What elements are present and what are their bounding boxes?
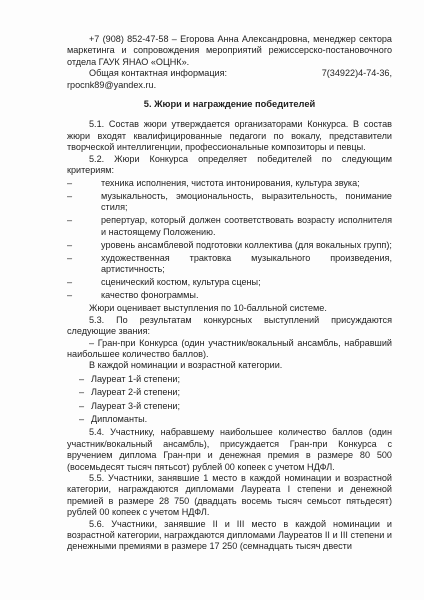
- paragraph-5-2: 5.2. Жюри Конкурса определяет победителей по следующим критериям:: [67, 153, 392, 176]
- title-text: Лауреат 3-й степени;: [91, 400, 181, 411]
- paragraph-5-5: 5.5. Участники, занявшие 1 место в каждой номинации и возрастной категории, награждаются дипломами Лауреата I степени и денежной премией в размере 28 750 (двадцать восемь тысяч семьсот пятьдесят) рублей 00 копеек с учетом НДФЛ.: [67, 472, 392, 518]
- title-text: Дипломанты.: [91, 413, 148, 424]
- dash-marker: –: [79, 387, 85, 398]
- criterion-item: [67, 215, 392, 238]
- criterion-text: техника исполнения, чистота интонирования, культура звука;: [101, 178, 360, 189]
- contact-phone: 7(34922)4-74-36,: [321, 68, 392, 79]
- contact-label: Общая контактная информация:: [89, 68, 228, 79]
- jury-scale-note: Жюри оценивает выступления по 10-балльной системе.: [89, 303, 327, 314]
- title-text: Лауреат 1-й степени;: [91, 373, 181, 384]
- title-item: [79, 414, 392, 425]
- contact-person: +7 (908) 852-47-58 – Егорова Анна Александровна, менеджер сектора маркетинга и сопровождения мероприятий режиссерско-постановочного отдела ГАУК ЯНАО «ОЦНК».: [67, 34, 392, 67]
- dash-marker: –: [79, 400, 85, 411]
- dash-marker: –: [67, 252, 73, 263]
- dash-marker: –: [67, 178, 73, 189]
- dash-marker: –: [67, 239, 73, 250]
- criterion-text: сценический костюм, культура сцены;: [101, 277, 261, 288]
- criterion-text: качество фонограммы.: [101, 290, 199, 301]
- paragraph-5-6: 5.6. Участники, занявшие II и III место в каждой номинации и возрастной категории, награждаются дипломами Лауреатов II и III степени и денежными премиями в размере 17 250 (семнадцать тысяч двести: [67, 518, 392, 552]
- dash-marker: –: [67, 215, 73, 226]
- criterion-text: уровень ансамблевой подготовки коллектива (для вокальных групп);: [101, 239, 392, 250]
- paragraph-5-3: 5.3. По результатам конкурсных выступлений присуждаются следующие звания:: [67, 314, 392, 337]
- criterion-item: [67, 178, 392, 189]
- title-text: Лауреат 2-й степени;: [91, 387, 181, 398]
- title-item: [79, 387, 392, 398]
- dash-marker: –: [67, 277, 73, 288]
- dash-marker: –: [79, 413, 85, 424]
- criterion-text: репертуар, который должен соответствовать возрасту исполнителя и настоящему Положению.: [101, 215, 392, 237]
- contact-email: rpocnk89@yandex.ru.: [67, 79, 157, 90]
- criterion-item: [67, 240, 392, 251]
- grand-prix-item: – Гран-при Конкурса (один участник/вокальный ансамбль, набравший наибольшее количество баллов).: [67, 337, 392, 359]
- dash-marker: –: [79, 373, 85, 384]
- title-item: [79, 374, 392, 385]
- paragraph-5-4: 5.4. Участнику, набравшему наибольшее количество баллов (один участник/вокальный ансамбль), присуждается Гран-при Конкурса с вручением диплома Гран-при и денежная премия в размере 80 500 (восемьдесят тысяч пятьсот) рублей 00 копеек с учетом НДФЛ.: [67, 427, 392, 472]
- contact-info-row: [67, 68, 392, 79]
- dash-marker: –: [67, 191, 73, 202]
- each-nomination-note: В каждой номинации и возрастной категории.: [89, 360, 283, 371]
- criterion-text: музыкальность, эмоциональность, выразительность, понимание стиля;: [101, 191, 392, 213]
- criterion-item: [67, 191, 392, 214]
- criterion-item: [67, 277, 392, 288]
- paragraph-5-1: 5.1. Состав жюри утверждается организаторами Конкурса. В состав жюри входят квалифицированные педагоги по вокалу, представители творческой интеллигенции, профессиональные композиторы и певцы.: [67, 119, 392, 153]
- criterion-item: [67, 290, 392, 301]
- section-heading: 5. Жюри и награждение победителей: [143, 99, 316, 110]
- criterion-text: художественная трактовка музыкального произведения, артистичность;: [101, 252, 392, 275]
- title-item: [79, 401, 392, 412]
- criterion-item: [67, 253, 392, 276]
- dash-marker: –: [67, 290, 73, 301]
